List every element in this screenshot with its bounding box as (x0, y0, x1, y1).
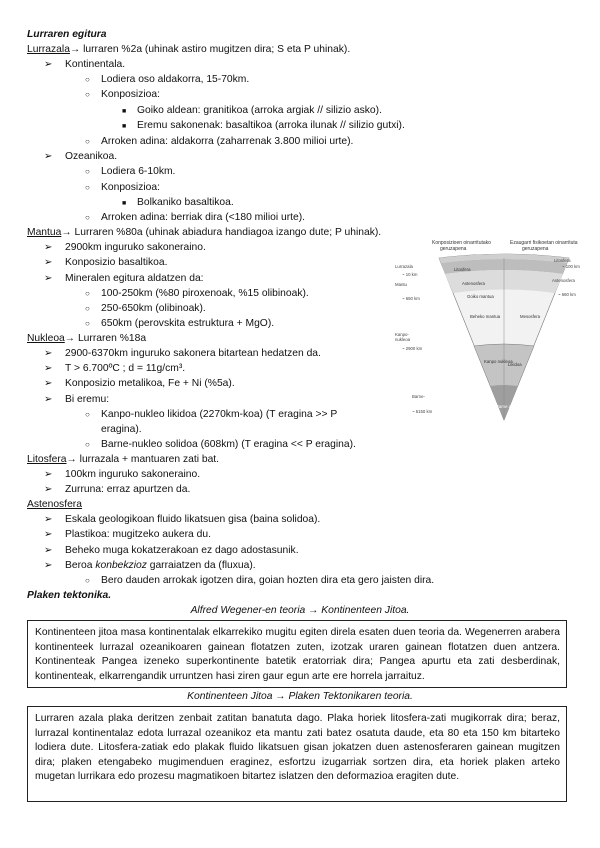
fig-label: ~ 2900 km (402, 346, 423, 351)
fig-label: nukleoa (395, 337, 411, 342)
litosfera-def: → lurrazala + mantuaren zati bat. (66, 454, 220, 465)
list-item: ■ Goiko aldean: granitikoa (arroka argiak // silizio asko). (137, 104, 382, 117)
list-item: ➢ Konposizio basaltikoa. (65, 256, 167, 269)
list-item: ○ Arroken adina: berriak dira (<180 milioi urte). (101, 211, 305, 224)
beroa-italic: konbekzioz (95, 560, 147, 571)
litosfera-line (27, 453, 219, 466)
list-item: ➢ Ozeanikoa. (65, 150, 117, 163)
list-item: ○ Konposizioa: (101, 88, 160, 101)
fig-layer-label: Likidoa (508, 362, 522, 367)
fig-layer-label: Goiko mantua (467, 294, 494, 299)
list-item-continuation: eragina). (101, 424, 142, 435)
list-item: ➢ T > 6.700ºC ; d = 11g/cm³. (65, 362, 185, 375)
list-item: ■ Bolkaniko basaltikoa. (137, 196, 234, 209)
mantua-line (27, 226, 381, 239)
mantua-term: Mantua (27, 227, 62, 238)
list-item: ➢ Bi eremu: (65, 393, 109, 406)
nukleoa-term: Nukleoa (27, 333, 65, 344)
lurrazala-line (27, 43, 350, 56)
nukleoa-def: → Lurraren %18a (64, 333, 147, 344)
list-item: ➢ Plastikoa: mugitzeko aukera du. (65, 528, 211, 541)
fig-right-header-2: geruzapena (522, 246, 549, 252)
list-item: ➢ 100km inguruko sakoneraino. (65, 468, 200, 481)
fig-layer-label: Astenosfera (462, 281, 485, 286)
list-item: ➢ Beheko muga kokatzerakoan ez dago adostasunik. (65, 544, 299, 557)
fig-left-header-1: Konposizioen oinarritutako (432, 240, 491, 246)
list-item: ○ Kanpo-nukleo likidoa (2270km-koa) (T eragina >> P (101, 408, 337, 421)
fig-label: ~ 10 km (402, 272, 418, 277)
list-item: ➢ 2900km inguruko sakoneraino. (65, 241, 206, 254)
fig-layer-label: Beheko mantua (470, 314, 501, 319)
fig-left-header-2: geruzapena (440, 246, 467, 252)
section-title: Plaken tektonika. (27, 590, 112, 601)
mantua-def: → Lurraren %80a (uhinak abiadura handiagoa izango dute; P uhinak). (61, 227, 382, 238)
lurrazala-term: Lurrazala (27, 44, 70, 55)
list-item: ➢ Kontinentala. (65, 58, 125, 71)
lurrazala-def: → lurraren %2a (uhinak astiro mugitzen dira; S eta P uhinak). (69, 44, 351, 55)
beroa-pre: Beroa (65, 560, 96, 571)
litosfera-term: Litosfera (27, 454, 67, 465)
fig-layer-label: Kanpo nukleoa (484, 359, 513, 364)
list-item: ○ Arroken adina: aldakorra (zaharrenak 3.800 milioi urte). (101, 135, 353, 148)
tektonika-box: Lurraren azala plaka deritzen zenbait zatitan banatuta dago. Plaka horiek litosfera-zati mugikorrak dira; beraz, lurrazal kontinentalaz edota lurrazal ozeanikoz eta mantu zati batez osatuta daude, eta 80 eta 150 km bitarteko lodiera dute. Litosfera-zatiak edo plakak fluido likatsuen gisan jokatzen duen astenosferaren gainean mugitzen dira; plaken etengabeko mugimenduen eraginez, esfortzu izugarriak sortzen dira, eta horiek plaken arteko mugetan lurrikara edo prozesu magmatikoen bitartez islatzen den deformazioa eragiten dute. (27, 706, 567, 802)
astenosfera-term: Astenosfera (27, 499, 82, 510)
fig-label: Mantu (395, 282, 407, 287)
list-item: ○ Bero dauden arrokak igotzen dira, goian hozten dira eta gero jaisten dira. (101, 574, 434, 587)
fig-label: Litosfera (554, 258, 571, 263)
list-item: ○ 100-250km (%80 piroxenoak, %15 olibinoak). (101, 287, 309, 300)
list-item: ➢ 2900-6370km inguruko sakonera bitartean hedatzen da. (65, 347, 321, 360)
fig-label: Lurrazala (395, 264, 413, 269)
fig-label: Barne- (412, 394, 425, 399)
tektonika-heading: Kontinenteen Jitoa → Plaken Tektonikaren teoria. (187, 691, 413, 702)
list-item: ○ 650km (perovskita estruktura + MgO). (101, 317, 274, 330)
page-title: Lurraren egitura (27, 29, 107, 40)
fig-right-header-1: Ezaugarri fisikoetan oinarrituta (510, 240, 578, 246)
list-item: ➢ Mineralen egitura aldatzen da: (65, 272, 204, 285)
list-item: ➢ Eskala geologikoan fluido likatsuen gisa (baina solidoa). (65, 513, 320, 526)
fig-label: ~ 100 km (562, 264, 580, 269)
fig-label: ~ 660 km (558, 292, 576, 297)
fig-layer-label: Barne nukleoa (496, 404, 524, 409)
earth-layers-diagram (392, 238, 587, 428)
wegener-box: Kontinenteen jitoa masa kontinentalak elkarrekiko mugitu egiten direla esaten duen teoria da. Wegenerren arabera kontinenteek lurrazal ozeanikoaren gainean flotatzen zuten, izotzak uraren gainean flotatzen duen antzera. Kontinenteak Pangea izeneko superkontinente batetik eratorriak dira; Pangea apurtu eta zati desberdinak, kontinenteak, elkarrengandik urruntzen hasi ziren gaur egun arte ere horrela jarraituz. (27, 620, 567, 688)
list-item: ○ Lodiera 6-10km. (101, 165, 175, 178)
nukleoa-line (27, 332, 146, 345)
fig-layer-label: Mesosfera (520, 314, 541, 319)
fig-label: Astenosfera (552, 278, 575, 283)
list-item: ○ Konposizioa: (101, 181, 160, 194)
fig-label: ~ 5150 km (412, 409, 433, 414)
list-item: ➢ Konposizio metalikoa, Fe + Ni (%5a). (65, 377, 235, 390)
fig-layer-label: Litosfera (454, 267, 471, 272)
list-item: ○ 250-650km (olibinoak). (101, 302, 206, 315)
list-item: ■ Eremu sakonenak: basaltikoa (arroka ilunak // silizio gutxi). (137, 119, 405, 132)
beroa-post: garraiatzen da (fluxua). (146, 560, 256, 571)
list-item: ➢ Zurruna: erraz apurtzen da. (65, 483, 190, 496)
wegener-heading: Alfred Wegener-en teoria → Kontinenteen Jitoa. (190, 605, 410, 616)
list-item: ○ Barne-nukleo solidoa (608km) (T eragina << P eragina). (101, 438, 356, 451)
list-item: ○ Lodiera oso aldakorra, 15-70km. (101, 73, 249, 86)
fig-label: Kanpo- (395, 332, 409, 337)
list-item (65, 559, 256, 572)
fig-label: ~ 650 km (402, 296, 420, 301)
